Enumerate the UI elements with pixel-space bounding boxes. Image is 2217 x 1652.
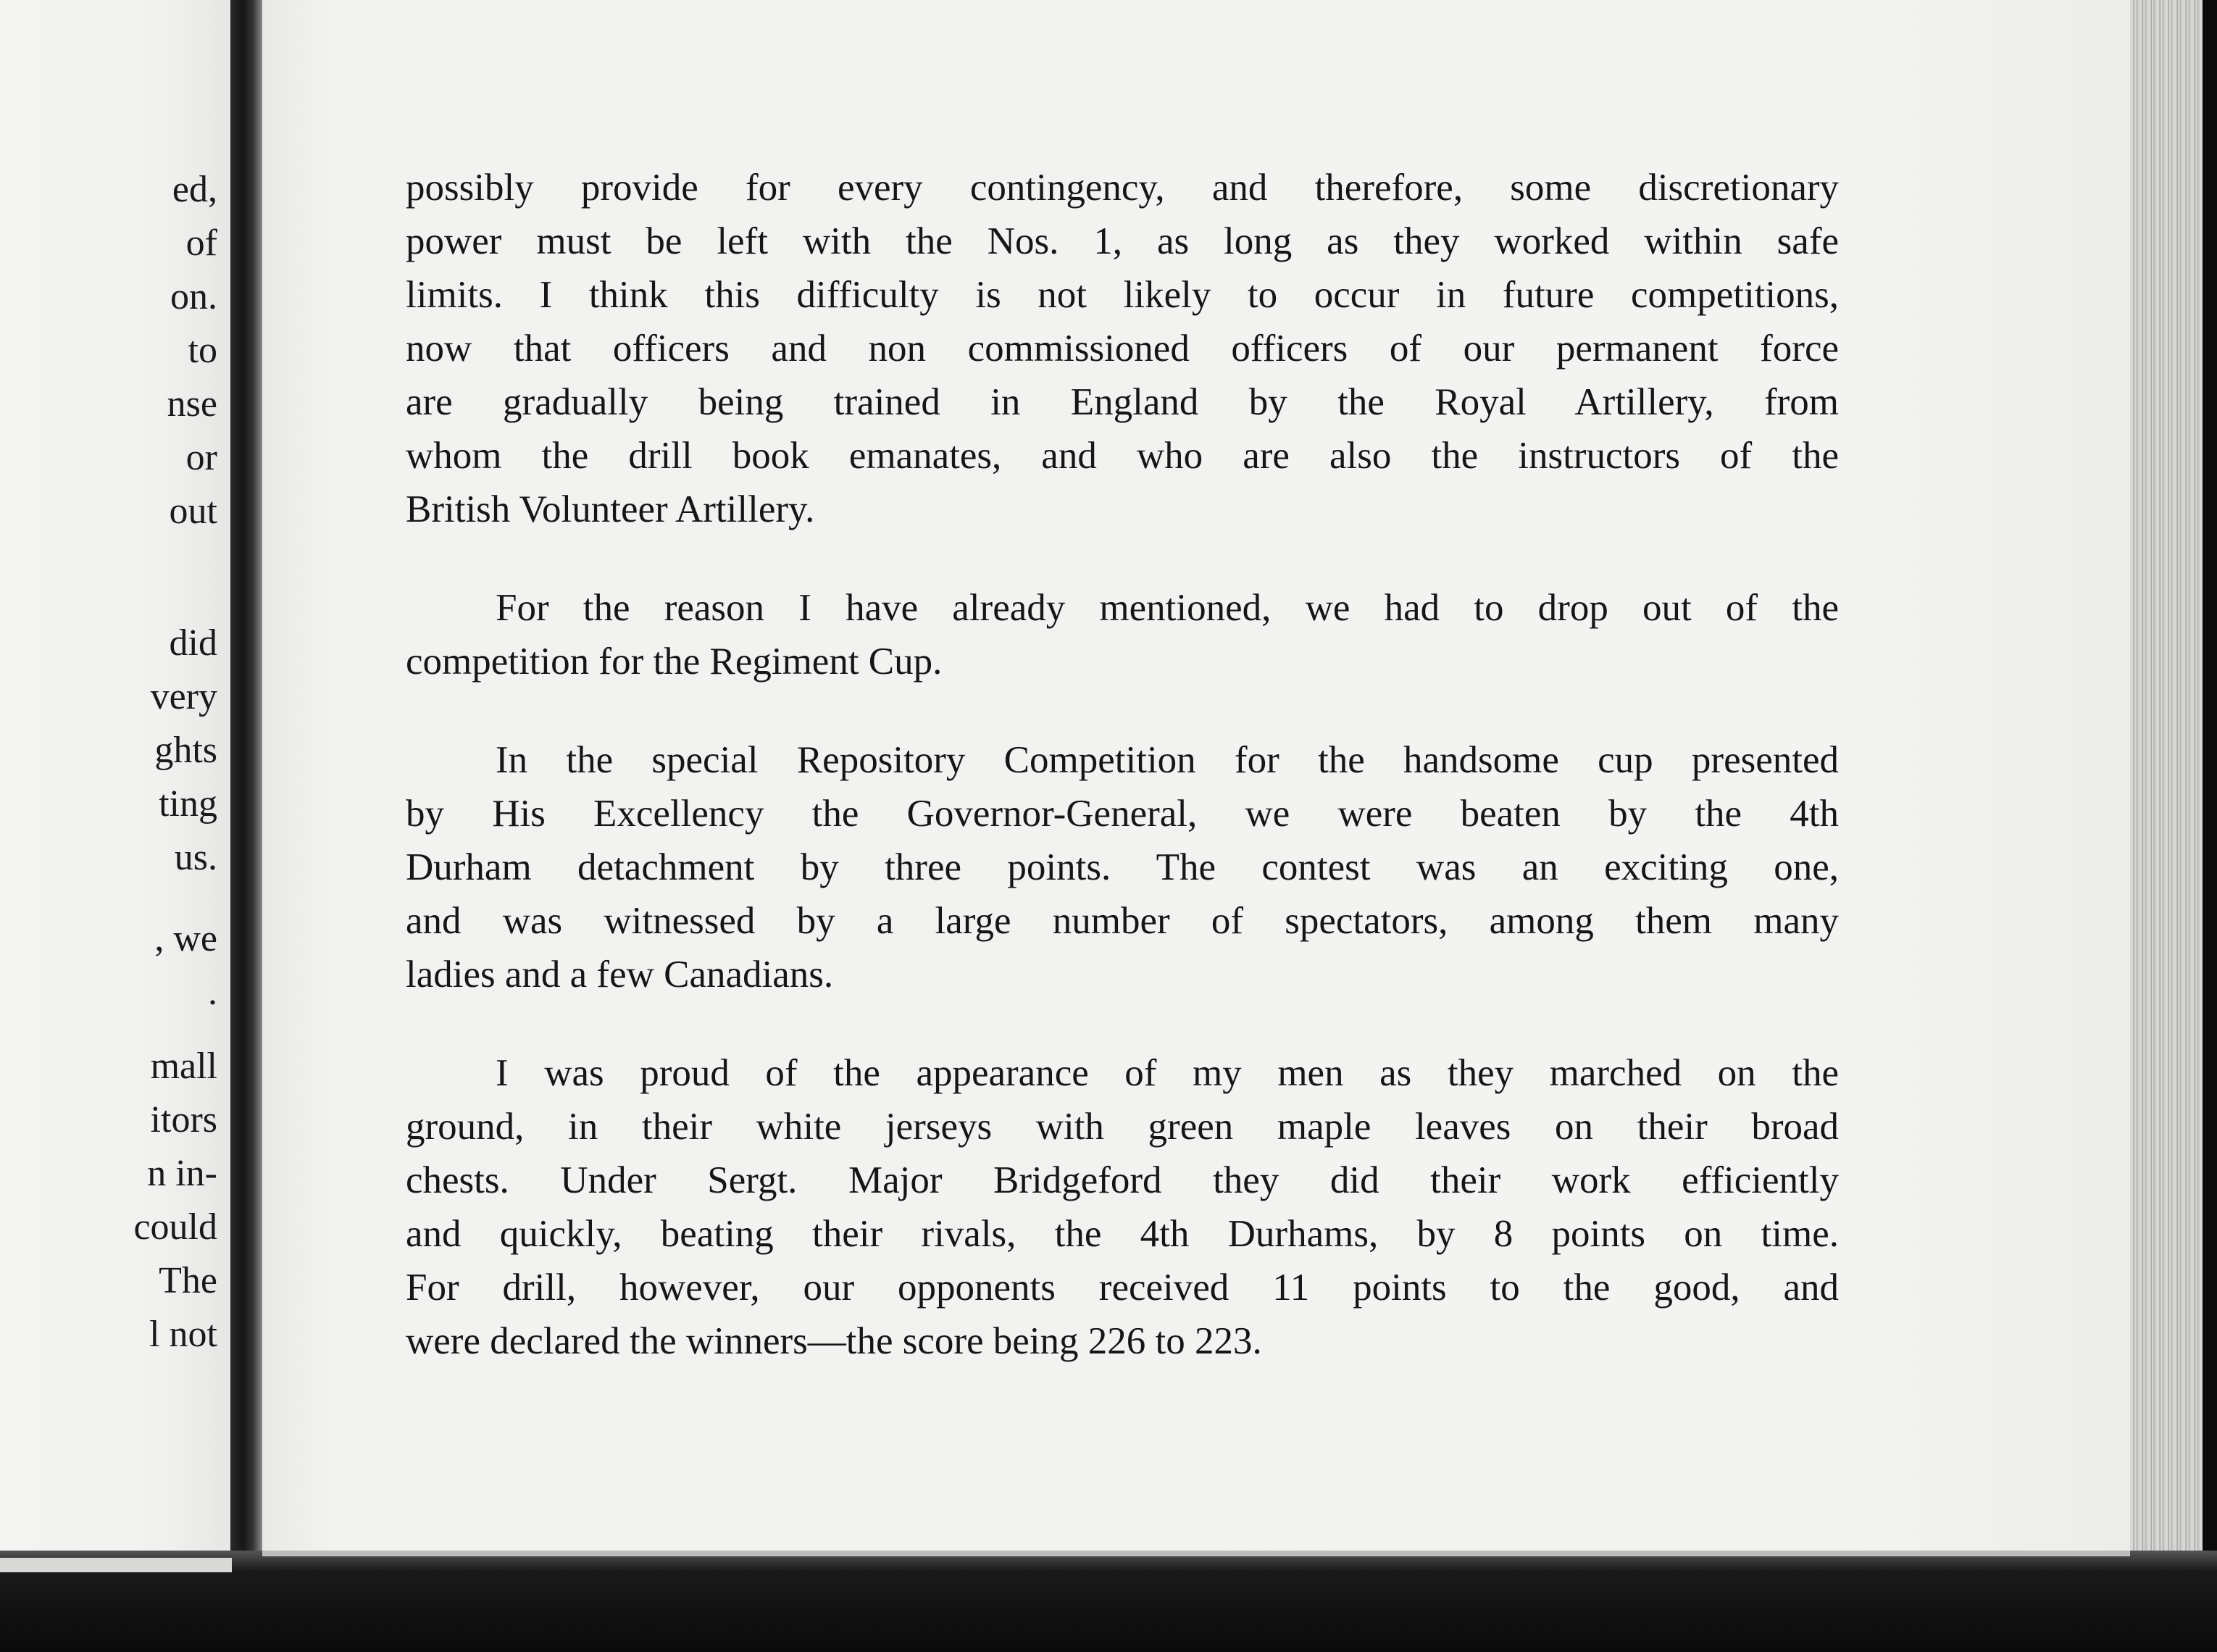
text-line: power must be left with the Nos. 1, as long as they worked within safe xyxy=(406,220,1839,262)
right-page-bottom-edge xyxy=(262,1551,2130,1556)
left-page-fragment: of xyxy=(185,222,217,264)
left-page-bottom-edge xyxy=(0,1558,232,1572)
left-page-fragment: to xyxy=(188,330,217,371)
text-line: were declared the winners—the score being 226 to 223. xyxy=(406,1320,1262,1362)
left-page-fragment: . xyxy=(208,972,217,1013)
left-page-fragment: nse xyxy=(167,383,217,425)
text-line: are gradually being trained in England by the Royal Artillery, from xyxy=(406,381,1839,423)
left-page-fragment: ting xyxy=(159,783,217,825)
scan-edge xyxy=(2203,0,2217,1652)
left-page-fragment: mall xyxy=(150,1046,217,1087)
left-page xyxy=(0,0,230,1558)
left-page-fragment: ghts xyxy=(154,730,217,771)
text-line: ladies and a few Canadians. xyxy=(406,954,834,996)
paragraph-4 xyxy=(406,1046,1839,1368)
paragraph-3 xyxy=(406,733,1839,1001)
text-line: by His Excellency the Governor-General, we were beaten by the 4th xyxy=(406,793,1839,835)
text-line: For the reason I have already mentioned, we had to drop out of the xyxy=(496,587,1839,629)
text-line: I was proud of the appearance of my men as they marched on the xyxy=(496,1052,1839,1094)
text-line: In the special Repository Competition for the handsome cup presented xyxy=(496,739,1839,781)
left-page-fragment: did xyxy=(169,622,217,664)
page-edges xyxy=(2130,0,2203,1572)
left-page-fragment: on. xyxy=(170,276,217,317)
left-page-fragment: could xyxy=(133,1206,217,1248)
text-line: Durham detachment by three points. The contest was an exciting one, xyxy=(406,846,1839,888)
text-line: and quickly, beating their rivals, the 4th Durhams, by 8 points on time. xyxy=(406,1213,1839,1255)
text-line: whom the drill book emanates, and who are also the instructors of the xyxy=(406,435,1839,477)
text-line: competition for the Regiment Cup. xyxy=(406,641,943,683)
left-page-fragment: us. xyxy=(174,837,217,878)
left-page-fragment: out xyxy=(169,491,217,532)
text-line: chests. Under Sergt. Major Bridgeford they did their work efficiently xyxy=(406,1159,1839,1201)
page-body-text xyxy=(406,161,1839,1368)
left-page-fragment: itors xyxy=(150,1099,217,1140)
paragraph-1 xyxy=(406,161,1839,536)
left-page-fragment: n in- xyxy=(147,1153,217,1194)
text-line: ground, in their white jerseys with green maple leaves on their broad xyxy=(406,1106,1839,1148)
text-line: limits. I think this difficulty is not likely to occur in future competitions, xyxy=(406,274,1839,316)
left-page-fragment: ed, xyxy=(172,169,217,210)
left-page-fragment: l not xyxy=(149,1314,217,1355)
text-line: British Volunteer Artillery. xyxy=(406,488,815,530)
text-line: now that officers and non commissioned officers of our permanent force xyxy=(406,328,1839,370)
left-page-fragment: The xyxy=(159,1260,217,1301)
scan-bottom-border xyxy=(0,1551,2217,1652)
text-line: For drill, however, our opponents received 11 points to the good, and xyxy=(406,1267,1839,1309)
text-line: possibly provide for every contingency, and therefore, some discretionary xyxy=(406,167,1839,209)
left-page-fragment: , we xyxy=(154,918,217,959)
paragraph-2 xyxy=(406,581,1839,688)
text-line: and was witnessed by a large number of spectators, among them many xyxy=(406,900,1839,942)
left-page-fragment: very xyxy=(150,676,217,717)
book-gutter xyxy=(230,0,262,1558)
left-page-fragment: or xyxy=(185,437,217,478)
